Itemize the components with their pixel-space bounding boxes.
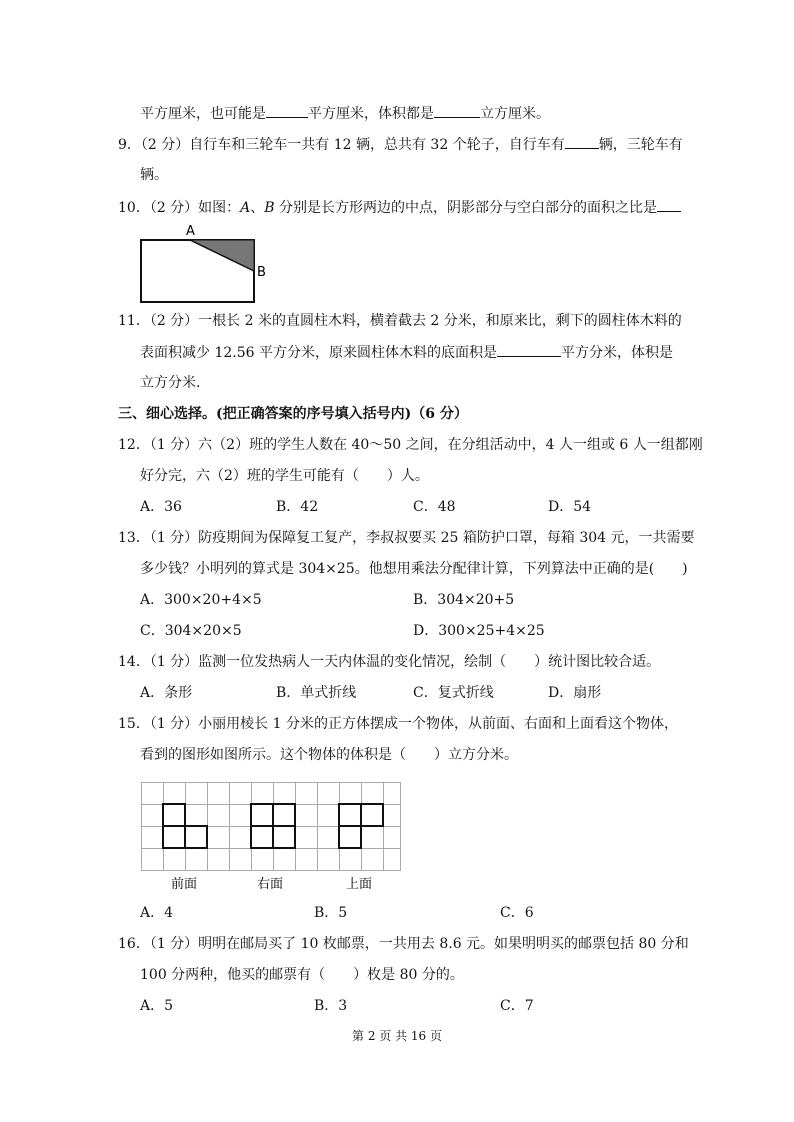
q13-option-c: C．304×20×5 bbox=[140, 623, 242, 639]
q11-text-2: 平方分米，体积是 bbox=[560, 345, 673, 361]
q16-line1: 16．（1 分）明明在邮局买了 10 枚邮票，一共用去 8.6 元。如果明明买的邮票包括 80 分和 bbox=[118, 936, 689, 952]
q16-line2: 100 分两种，他买的邮票有（ ）枚是 80 分的。 bbox=[140, 967, 464, 983]
q14-option-d: D．扇形 bbox=[548, 685, 602, 701]
q8-text-2: 平方厘米，体积都是 bbox=[308, 106, 434, 122]
q15-front-view bbox=[163, 804, 207, 848]
q9-line1 bbox=[118, 134, 683, 155]
q14-option-c: C．复式折线 bbox=[413, 685, 494, 701]
q8-text-3: 立方厘米。 bbox=[480, 106, 550, 122]
q10-text-sep: 、 bbox=[250, 200, 265, 216]
q11-blank bbox=[497, 342, 561, 357]
q16-option-c: C．7 bbox=[500, 998, 534, 1014]
q13-option-d: D．300×25+4×25 bbox=[413, 623, 545, 639]
q15-line2: 看到的图形如图所示。这个物体的体积是（ ）立方分米。 bbox=[140, 747, 518, 763]
q10-label-a: A bbox=[186, 224, 195, 239]
q13-option-b: B．304×20+5 bbox=[413, 592, 515, 608]
q12-option-c: C．48 bbox=[413, 499, 456, 515]
q15-caption-front: 前面 bbox=[171, 877, 198, 892]
q12-option-b: B．42 bbox=[276, 499, 319, 515]
section-3-title: 三、细心选择。(把正确答案的序号填入括号内)（6 分） bbox=[118, 406, 468, 422]
q15-three-views-figure bbox=[141, 782, 403, 894]
q16-option-b: B．3 bbox=[314, 998, 348, 1014]
q8-blank-2 bbox=[434, 103, 480, 118]
q14-option-b: B．单式折线 bbox=[276, 685, 357, 701]
q12-option-a: A．36 bbox=[140, 499, 182, 515]
page-footer: 第 2 页 共 16 页 bbox=[352, 1029, 442, 1043]
q12-line1: 12．（1 分）六（2）班的学生人数在 40～50 之间，在分组活动中，4 人一组或 6 人一组都刚 bbox=[118, 437, 703, 453]
q11-text-1: 表面积减少 12.56 平方分米，原来圆柱体木料的底面积是 bbox=[140, 345, 497, 361]
q15-right-view bbox=[251, 804, 295, 848]
q15-caption-right: 右面 bbox=[257, 877, 284, 892]
q12-line2: 好分完，六（2）班的学生可能有（ ）人。 bbox=[140, 468, 429, 484]
q8-text-1: 平方厘米，也可能是 bbox=[140, 106, 266, 122]
q15-caption-top: 上面 bbox=[346, 877, 373, 892]
q11-line1: 11．（2 分）一根长 2 米的直圆柱木料，横着截去 2 分米，和原来比，剩下的圆柱体木料的 bbox=[118, 313, 682, 329]
q14-line1: 14．（1 分）监测一位发热病人一天内体温的变化情况，绘制（ ）统计图比较合适。 bbox=[118, 654, 661, 670]
q14-option-a: A．条形 bbox=[140, 685, 193, 701]
q11-line2 bbox=[140, 342, 673, 363]
q10-line1 bbox=[118, 197, 681, 218]
q9-text-2: 辆，三轮车有 bbox=[598, 137, 683, 153]
q13-option-a: A．300×20+4×5 bbox=[140, 592, 262, 608]
q9-text-1: 9．（2 分）自行车和三轮车一共有 12 辆，总共有 32 个轮子，自行车有 bbox=[118, 137, 565, 153]
q15-option-c: C．6 bbox=[500, 905, 534, 921]
q15-line1: 15．（1 分）小丽用棱长 1 分米的正方体摆成一个物体，从前面、右面和上面看这个物体， bbox=[118, 716, 678, 732]
q15-option-a: A．4 bbox=[140, 905, 174, 921]
q9-blank-1 bbox=[565, 134, 599, 149]
q9-line2: 辆。 bbox=[140, 167, 168, 183]
q10-rectangle-figure bbox=[136, 220, 276, 310]
q10-point-a: A bbox=[240, 200, 251, 216]
q16-option-a: A．5 bbox=[140, 998, 174, 1014]
q10-label-b: B bbox=[257, 265, 266, 280]
q13-line2: 多少钱？小明列的算式是 304×25。他想用乘法分配律计算，下列算法中正确的是( ) bbox=[140, 561, 688, 577]
q10-text-1: 10．（2 分）如图： bbox=[118, 200, 241, 216]
q10-blank bbox=[657, 197, 681, 212]
q15-option-b: B．5 bbox=[314, 905, 348, 921]
q10-text-2: 分别是长方形两边的中点，阴影部分与空白部分的面积之比是 bbox=[274, 200, 658, 216]
q13-line1: 13．（1 分）防疫期间为保障复工复产，李叔叔要买 25 箱防护口罩，每箱 304 元，一共需要 bbox=[118, 530, 695, 546]
q15-top-view bbox=[339, 804, 383, 848]
q11-line3: 立方分米. bbox=[140, 375, 201, 391]
q10-point-b: B bbox=[264, 200, 275, 216]
q12-option-d: D．54 bbox=[548, 499, 592, 515]
q8-line2 bbox=[140, 103, 550, 124]
q8-blank-1 bbox=[266, 103, 308, 118]
